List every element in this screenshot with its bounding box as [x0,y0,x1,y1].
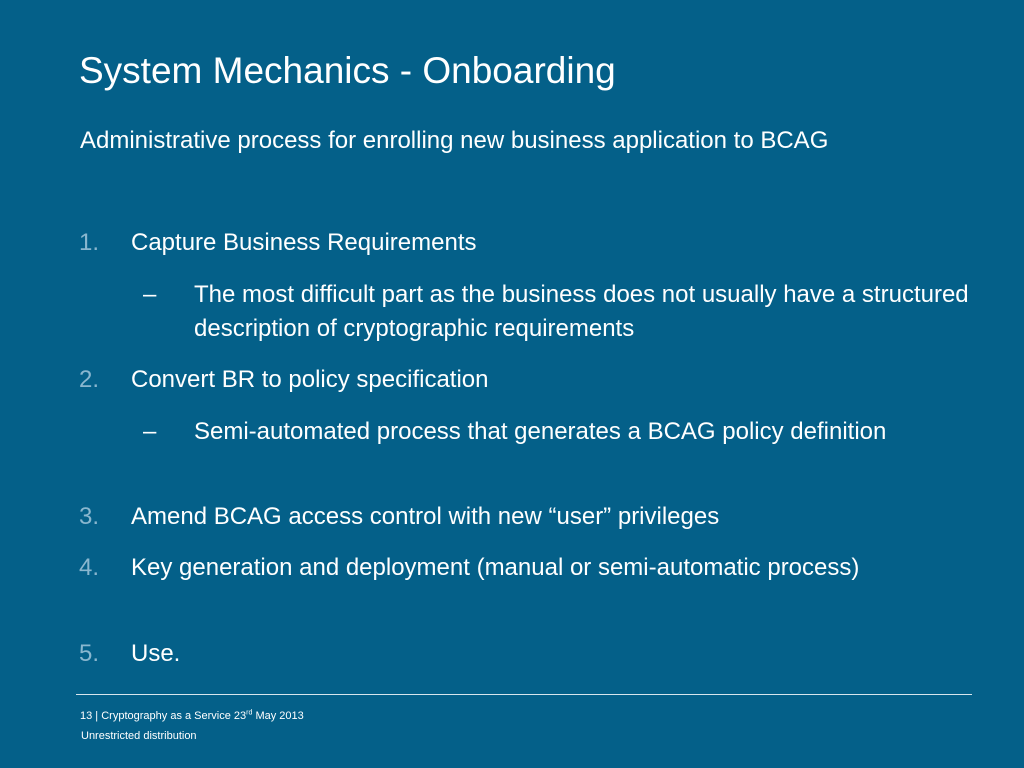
dash-bullet: – [143,281,157,308]
list-item-number: 3. [79,503,100,530]
list-item-text: Key generation and deployment (manual or semi-automatic process) [131,554,860,581]
list-item-text: Use. [131,640,181,667]
list-item-number: 4. [79,554,100,581]
list-item-text: Capture Business Requirements [131,229,477,256]
sub-list-item-text: The most difficult part as the business does not usually have a structured description of cryptographic requirements [194,281,969,342]
presentation-title: Cryptography as a Service 23 [101,710,247,722]
footer-divider [76,694,972,695]
list-item-number: 5. [79,640,100,667]
slide-title: System Mechanics - Onboarding [79,50,616,91]
footer-caption [80,709,304,723]
page-number: 13 [80,710,93,722]
list-item-text: Convert BR to policy specification [131,366,489,393]
footer-separator: | [92,710,102,722]
date-ordinal-suffix: rd [246,709,253,717]
presentation-date: May 2013 [252,710,304,722]
dash-bullet: – [143,418,157,445]
distribution-label: Unrestricted distribution [81,730,197,742]
slide-subtitle: Administrative process for enrolling new business application to BCAG [80,127,829,154]
list-item-number: 1. [79,229,100,256]
list-item-number: 2. [79,366,100,393]
sub-list-item-text: Semi-automated process that generates a BCAG policy definition [194,418,887,445]
list-item-text: Amend BCAG access control with new “user” privileges [131,503,720,530]
